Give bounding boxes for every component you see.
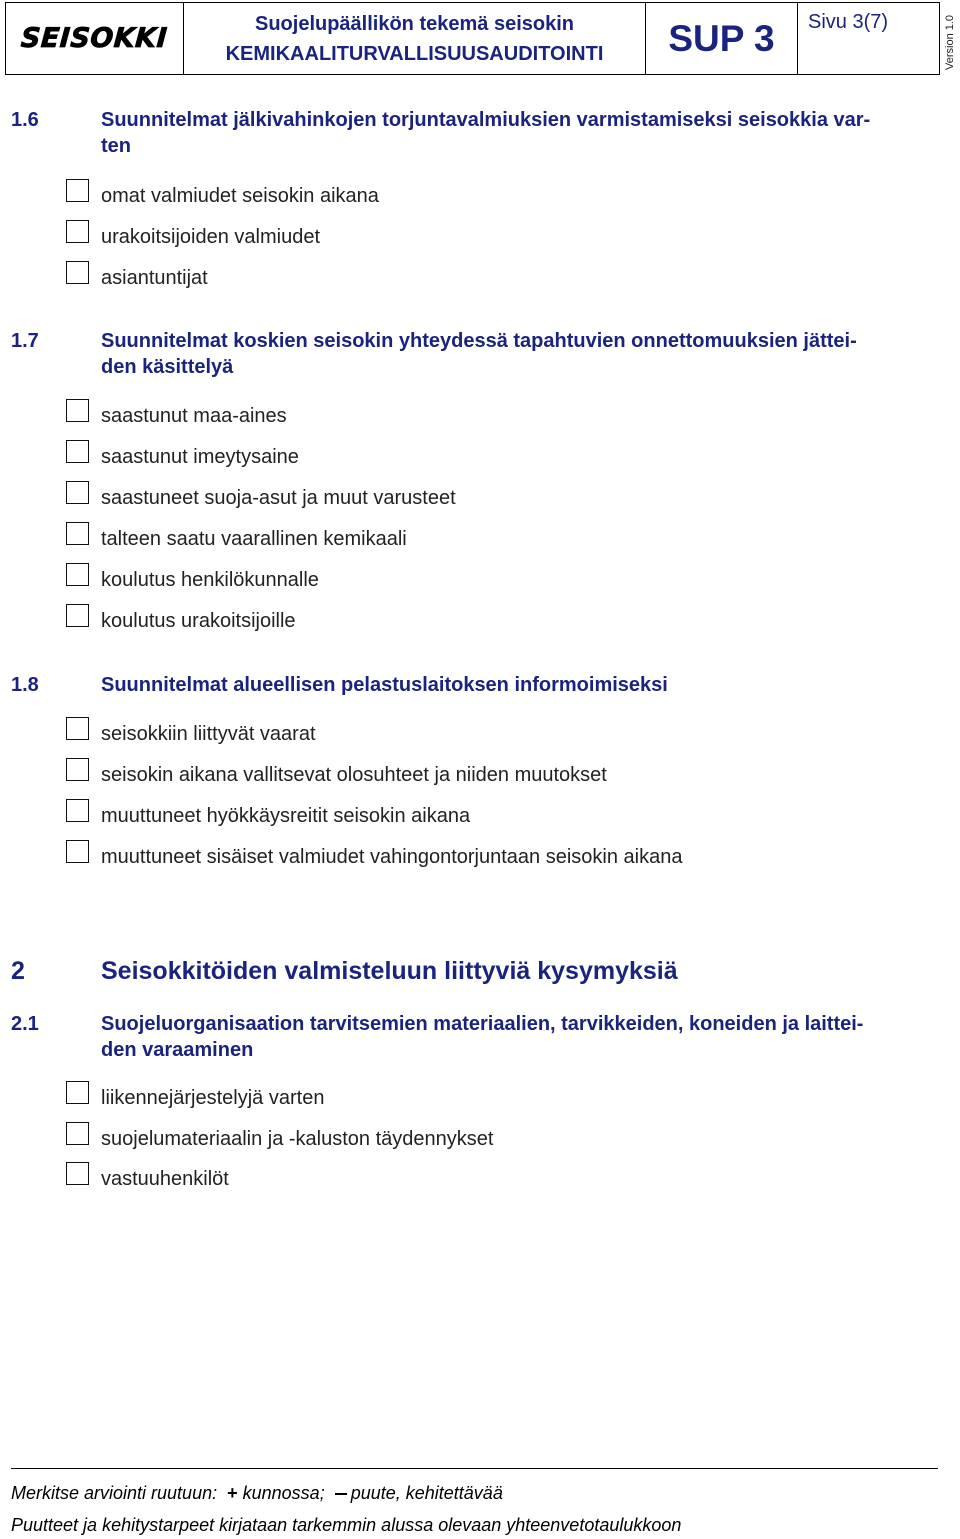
- checkbox[interactable]: [66, 220, 89, 243]
- checklist-label: liikennejärjestelyjä varten: [101, 1086, 325, 1109]
- plus-symbol: +: [227, 1483, 238, 1503]
- checklist-label: saastunut imeytysaine: [101, 445, 299, 468]
- checkbox[interactable]: [66, 399, 89, 422]
- checklist-item: [66, 567, 319, 593]
- section-heading-1-7: [11, 328, 926, 380]
- title-line-2: KEMIKAALITURVALLISUUSAUDITOINTI: [225, 42, 604, 65]
- checkbox[interactable]: [66, 840, 89, 863]
- section-number: 2.1: [11, 1013, 39, 1035]
- chapter-number: 2: [11, 957, 25, 985]
- checklist-label: saastuneet suoja-asut ja muut varusteet: [101, 486, 456, 509]
- checklist-label: asiantuntijat: [101, 266, 208, 289]
- section-heading-1-8: [11, 672, 926, 698]
- section-title-line-1: Suunnitelmat jälkivahinkojen torjuntavalmiuksien varmistamiseksi seisokkia var-: [101, 109, 871, 131]
- checkbox[interactable]: [66, 1122, 89, 1145]
- checklist-label: saastunut maa-aines: [101, 404, 287, 427]
- checklist-label: seisokkiin liittyvät vaarat: [101, 722, 316, 745]
- checklist-item: [66, 1085, 324, 1111]
- section-title-line-1: Suojeluorganisaation tarvitsemien materiaalien, tarvikkeiden, koneiden ja laittei-: [101, 1013, 864, 1035]
- checklist-item: [66, 444, 299, 470]
- minus-dash-icon: [335, 1493, 347, 1495]
- legend-plus-text: kunnossa;: [242, 1483, 325, 1503]
- section-number: 1.7: [11, 330, 39, 352]
- checkbox[interactable]: [66, 717, 89, 740]
- checkbox[interactable]: [66, 799, 89, 822]
- checklist-item: [66, 1126, 493, 1152]
- section-heading-2-1: [11, 1011, 926, 1063]
- section-title-line-2: den käsittelyä: [101, 356, 234, 378]
- page-header: [5, 2, 940, 75]
- checklist-item: [66, 762, 607, 788]
- logo-cell: [6, 3, 184, 74]
- checklist-label: omat valmiudet seisokin aikana: [101, 184, 379, 207]
- checklist-item: [66, 224, 320, 250]
- checklist-label: koulutus urakoitsijoille: [101, 609, 296, 632]
- checklist-item: [66, 526, 407, 552]
- checklist-label: talteen saatu vaarallinen kemikaali: [101, 527, 407, 550]
- checklist-item: [66, 485, 456, 511]
- title-line-1: Suojelupäällikön tekemä seisokin: [254, 12, 574, 35]
- checklist-item: [66, 844, 682, 870]
- checkbox[interactable]: [66, 261, 89, 284]
- legend-minus-text: puute, kehitettävää: [350, 1483, 503, 1503]
- seisokki-logo: SEISOKKI: [20, 23, 169, 54]
- checklist-item: [66, 183, 379, 209]
- section-title: [101, 1011, 926, 1063]
- checkbox[interactable]: [66, 179, 89, 202]
- section-number: 1.6: [11, 109, 39, 131]
- section-number: 1.8: [11, 674, 39, 696]
- checkbox[interactable]: [66, 481, 89, 504]
- section-title: [101, 107, 926, 159]
- checklist-label: muuttuneet hyökkäysreitit seisokin aikana: [101, 804, 471, 827]
- checklist-item: [66, 1166, 229, 1192]
- section-title-line-2: den varaaminen: [101, 1039, 254, 1061]
- checkbox[interactable]: [66, 1162, 89, 1185]
- checklist-item: [66, 803, 470, 829]
- checklist-label: koulutus henkilökunnalle: [101, 568, 319, 591]
- section-title-line-1: Suunnitelmat koskien seisokin yhteydessä tapahtuvien onnettomuuksien jättei-: [101, 330, 857, 352]
- checklist-item: [66, 721, 316, 747]
- document-code: SUP 3: [646, 3, 798, 74]
- checklist-item: [66, 265, 208, 291]
- page-number: Sivu 3(7): [808, 11, 889, 33]
- checklist-label: seisokin aikana vallitsevat olosuhteet ja niiden muutokset: [101, 763, 607, 786]
- footer-divider: [11, 1468, 938, 1469]
- version-label: Version 1.0: [944, 14, 956, 70]
- checklist-label: vastuuhenkilöt: [101, 1167, 229, 1190]
- chapter-title: Seisokkitöiden valmisteluun liittyviä kysymyksiä: [101, 957, 678, 985]
- checkbox[interactable]: [66, 1081, 89, 1104]
- section-title: [101, 328, 926, 380]
- checklist-label: urakoitsijoiden valmiudet: [101, 225, 321, 248]
- chapter-heading-2: [11, 955, 926, 987]
- checkbox[interactable]: [66, 440, 89, 463]
- footer-note: Puutteet ja kehitystarpeet kirjataan tarkemmin alussa olevaan yhteenvetotaulukkoon: [11, 1515, 682, 1535]
- checkbox[interactable]: [66, 758, 89, 781]
- checklist-label: suojelumateriaalin ja -kaluston täydennykset: [101, 1127, 494, 1150]
- checklist-item: [66, 403, 287, 429]
- checkbox[interactable]: [66, 563, 89, 586]
- section-heading-1-6: [11, 107, 926, 159]
- checklist-label: muuttuneet sisäiset valmiudet vahingontorjuntaan seisokin aikana: [101, 845, 683, 868]
- footer-legend: [11, 1483, 503, 1504]
- checkbox[interactable]: [66, 604, 89, 627]
- document-title: [184, 3, 646, 74]
- checklist-item: [66, 608, 296, 634]
- checkbox[interactable]: [66, 522, 89, 545]
- legend-prefix: Merkitse arviointi ruutuun:: [11, 1483, 218, 1503]
- section-title: Suunnitelmat alueellisen pelastuslaitoksen informoimiseksi: [101, 674, 668, 696]
- section-title-line-2: ten: [101, 135, 131, 157]
